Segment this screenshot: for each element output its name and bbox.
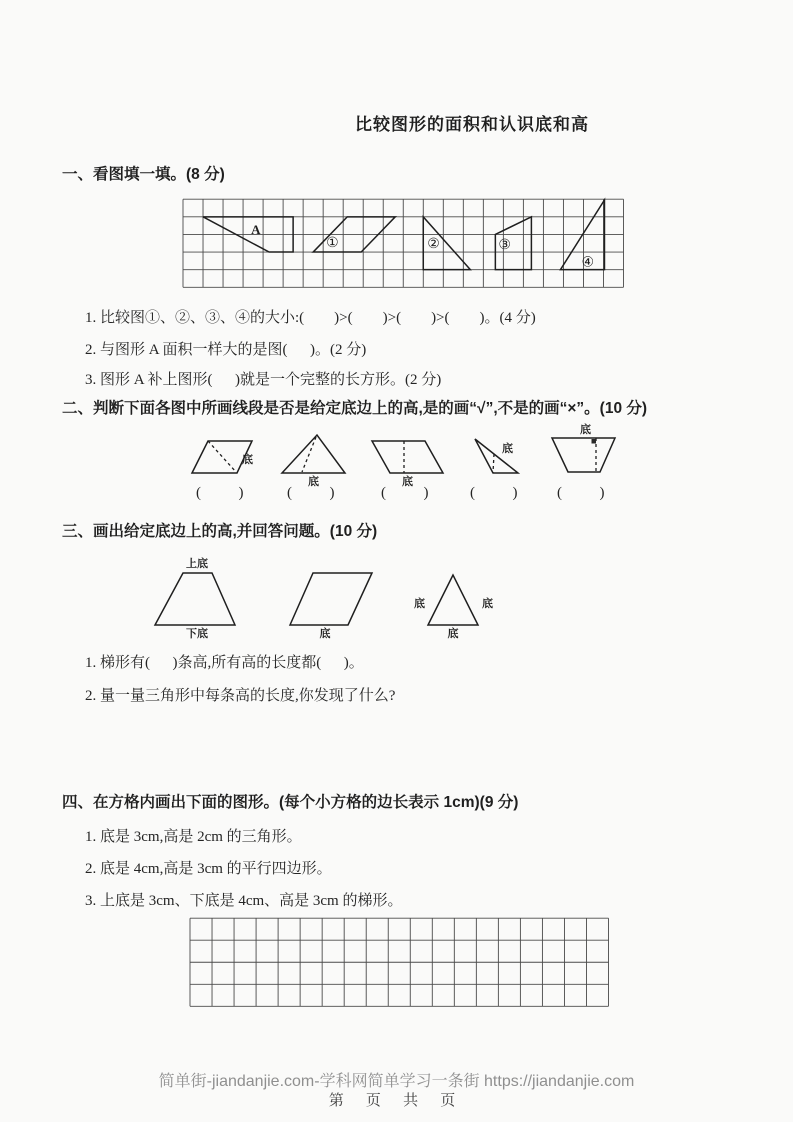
parallelogram-base-label: 底 <box>319 628 331 640</box>
judge-fig3-base-label: 底 <box>402 476 413 488</box>
judge-fig4-base-label: 底 <box>502 443 513 455</box>
judge-fig4-answer-blank: ( ) <box>470 485 518 501</box>
grid-lines <box>190 918 608 1006</box>
judge-fig5-base-label: 底 <box>580 424 591 436</box>
judge-fig5-right-angle-mark <box>592 439 597 444</box>
judge-fig2-triangle <box>282 435 345 473</box>
judge-fig2-answer-blank: ( ) <box>287 485 335 501</box>
shape-2-label: ② <box>427 237 440 253</box>
judge-fig2-dashed-line <box>302 437 316 472</box>
judge-fig1-dashed-line <box>208 441 236 472</box>
trapezoid-bottom-base-label: 下底 <box>186 628 208 640</box>
section1-question-1: 1. 比较图①、②、③、④的大小:( )>( )>( )>( )。(4 分) <box>85 310 536 326</box>
shape-a-label: A <box>251 222 261 238</box>
section3-question-2: 2. 量一量三角形中每条高的长度,你发现了什么? <box>85 688 396 704</box>
section2-figures <box>130 420 640 488</box>
page-title: 比较图形的面积和认识底和高 <box>355 115 589 134</box>
triangle-left-base-label: 底 <box>414 598 425 610</box>
section3-figures <box>140 555 500 643</box>
judge-fig3-answer-blank: ( ) <box>381 485 429 501</box>
judge-fig1-base-label: 底 <box>242 454 253 466</box>
judge-fig1-answer-blank: ( ) <box>196 485 244 501</box>
triangle-bottom-base-label: 底 <box>447 628 459 640</box>
shape-4-label: ④ <box>581 255 595 271</box>
section4-heading: 四、在方格内画出下面的图形。(每个小方格的边长表示 1cm)(9 分) <box>62 794 519 811</box>
judge-fig5-answer-blank: ( ) <box>557 485 605 501</box>
footer-site-text: 简单街-jiandanjie.com-学科网简单学习一条街 https://jiandanjie.com <box>158 1073 635 1090</box>
section4-item-3: 3. 上底是 3cm、下底是 4cm、高是 3cm 的梯形。 <box>85 893 403 909</box>
section4-item-2: 2. 底是 4cm,高是 3cm 的平行四边形。 <box>85 861 332 877</box>
judge-fig3-parallelogram <box>372 441 443 473</box>
section4-drawing-grid <box>190 918 609 1007</box>
shape-3-label: ③ <box>498 238 511 254</box>
draw-fig1-trapezoid <box>155 573 235 625</box>
trapezoid-top-base-label: 上底 <box>186 558 208 570</box>
draw-fig3-triangle <box>428 575 478 625</box>
section1-grid-figure <box>183 199 624 288</box>
grid-lines <box>183 199 623 287</box>
footer-page-number: 第 页 共 页 <box>328 1092 465 1109</box>
section1-question-2: 2. 与图形 A 面积一样大的是图( )。(2 分) <box>85 342 367 358</box>
section1-heading: 一、看图填一填。(8 分) <box>62 166 225 183</box>
section3-question-1: 1. 梯形有( )条高,所有高的长度都( )。 <box>85 655 364 671</box>
judge-fig4-dashed-line <box>493 454 494 473</box>
draw-fig2-parallelogram <box>290 573 372 625</box>
section1-question-3: 3. 图形 A 补上图形( )就是一个完整的长方形。(2 分) <box>85 372 442 388</box>
section4-item-1: 1. 底是 3cm,高是 2cm 的三角形。 <box>85 829 302 845</box>
triangle-right-base-label: 底 <box>482 598 493 610</box>
judge-fig2-base-label: 底 <box>308 476 319 488</box>
section2-heading: 二、判断下面各图中所画线段是否是给定底边上的高,是的画“√”,不是的画“×”。(10 分) <box>62 400 648 417</box>
judge-fig5-trapezoid <box>552 438 615 472</box>
shape-1-label: ① <box>326 236 339 252</box>
section3-heading: 三、画出给定底边上的高,并回答问题。(10 分) <box>62 523 378 540</box>
